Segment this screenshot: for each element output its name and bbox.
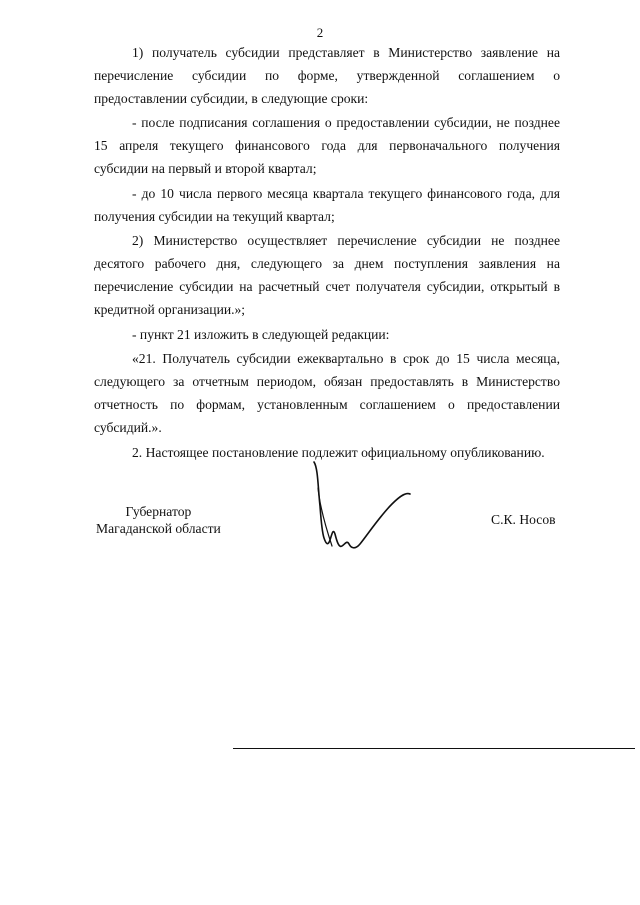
paragraph-7: 2. Настоящее постановление подлежит официальному опубликованию. (132, 444, 545, 460)
paragraph-1: 1) получатель субсидии представляет в Министерство заявление на перечисление субсидии по форме, утвержденной соглашением о предоставлении субсидии, в следующие сроки: (94, 45, 560, 106)
page-number: 2 (316, 25, 324, 40)
paragraph-2: - после подписания соглашения о предоставлении субсидии, не позднее 15 апреля текущего финансового года для первоначального получения субсидии на первый и второй квартал; (94, 115, 560, 176)
signatory-position-line2: Магаданской области (96, 521, 221, 536)
signatory-position (96, 503, 221, 537)
paragraph-3: - до 10 числа первого месяца квартала текущего финансового года, для получения субсидии на текущий квартал; (94, 185, 560, 224)
paragraph-6: «21. Получатель субсидии ежеквартально в срок до 15 числа месяца, следующего за отчетным периодом, обязан предоставлять в Министерство отчетность по формам, установленным соглашением о предоставлении субсидий.». (94, 351, 560, 435)
paragraph-5: - пункт 21 изложить в следующей редакции: (132, 326, 390, 342)
signatory-name: С.К. Носов (491, 512, 556, 527)
handwritten-signature (308, 458, 418, 558)
signatory-position-line1: Губернатор (125, 504, 192, 519)
footer-divider (233, 748, 635, 749)
document-body (94, 42, 560, 464)
paragraph-4: 2) Министерство осуществляет перечисление субсидии не позднее десятого рабочего дня, следующего за днем поступления заявления на перечисление субсидии на расчетный счет получателя субсидии, открытый в кредитной организации.»; (94, 233, 560, 317)
